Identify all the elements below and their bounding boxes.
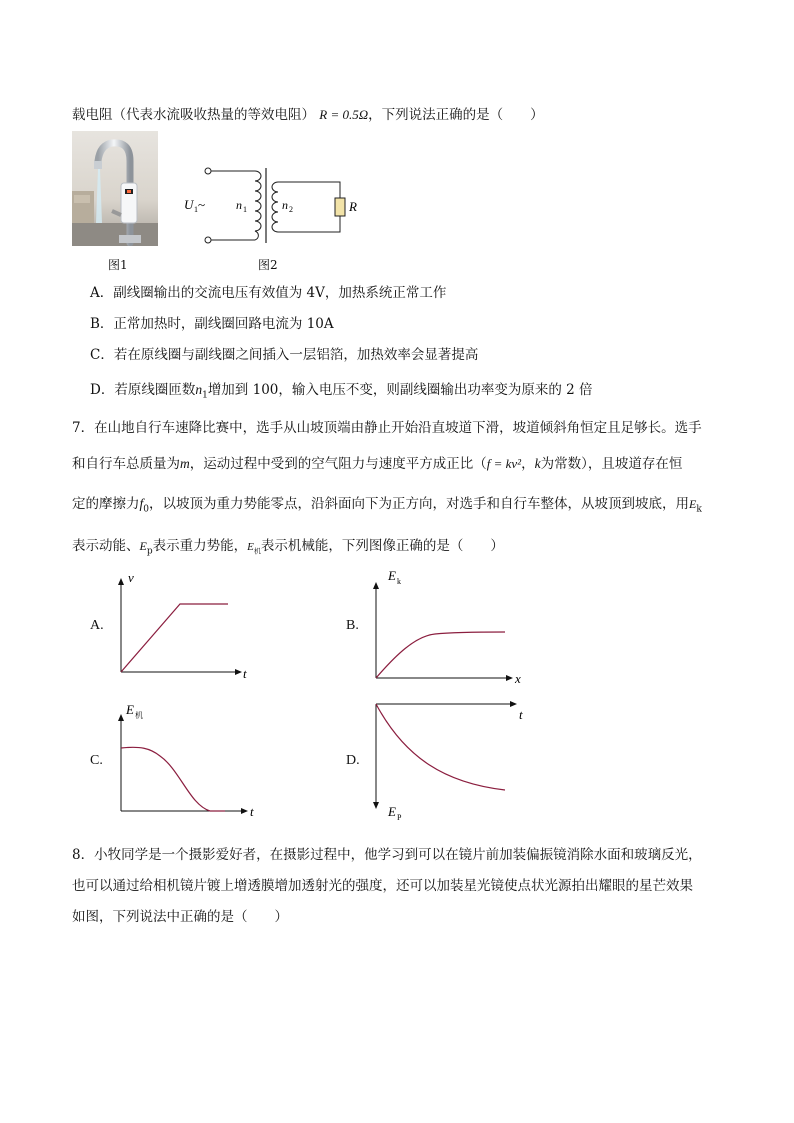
q6-option-d-text-a: D．若原线圈匝数 [90,382,196,398]
graph-d-xlabel: t [519,707,523,722]
q6-option-b: B．正常加热时，副线圈回路电流为 10A [90,316,334,332]
label-r: R [349,199,357,214]
q7-line2-b: ，运动过程中受到的空气阻力与速度平方成正比（ [189,456,487,472]
q7-line2-a: 和自行车总质量为 [72,456,180,472]
q7-line2-c: ， [521,456,535,472]
q7-line3-f-sub: 0 [143,504,149,515]
graph-d-ylabel-sub: P [397,813,402,822]
q7-line4-e-sub: p [146,546,153,557]
q7-line4-e: E [139,539,147,553]
q6-intro-formula: R = 0.5Ω [319,107,369,122]
label-n1: n [236,198,242,212]
q7-line-3 [72,492,702,515]
q8-line-2: 也可以通过给相机镜片镀上增透膜增加透射光的强度，还可以加装星光镜使点状光源拍出耀眼的星芒效果 [72,878,693,894]
q7-line-1: 7．在山地自行车速降比赛中，选手从山坡顶端由静止开始沿直坡道下滑，坡道倾斜角恒定且足够长。选手 [72,420,702,436]
q7-line3-e-sub: k [696,504,702,515]
graph-a-label: A. [90,618,104,633]
graph-c-curve [121,747,225,811]
q6-option-d-var: n [195,382,203,397]
graph-c-label: C. [90,753,103,768]
primary-coil [255,171,261,240]
secondary-coil [272,182,278,232]
q6-option-d-sub: 1 [202,390,208,401]
q7-line3-f: f [139,496,144,511]
q7-line-2 [72,452,682,472]
label-u1: U [184,197,194,212]
graph-b-label: B. [346,618,359,633]
q6-option-c: C．若在原线圈与副线圈之间插入一层铝箔，加热效率会显著提高 [90,347,479,363]
q7-line4-e2-sub: 机 [253,547,261,556]
input-terminal-top [205,168,211,174]
q7-line2-d: 为常数），且坡道存在恒 [540,456,683,472]
q6-option-a: A．副线圈输出的交流电压有效值为 4V，加热系统正常工作 [90,285,447,301]
graph-d-label: D. [346,753,360,768]
q6-option-d-text-b: 增加到 100，输入电压不变，则副线圈输出功率变为原来的 2 倍 [207,382,593,398]
q7-line2-m: m [180,456,190,471]
graph-d [365,698,535,826]
q6-intro-text-a: 载电阻（代表水流吸收热量的等效电阻） [72,107,315,123]
q7-line4-a: 表示动能、 [72,538,140,554]
graph-a-xlabel: t [243,666,247,681]
q7-line3-a: 定的摩擦力 [72,496,140,512]
input-terminal-bottom [205,237,211,243]
q6-intro-text-b: ，下列说法正确的是（ ） [368,107,544,123]
graph-b-ylabel-sub: k [397,577,401,586]
q7-line4-e2: E [247,541,254,553]
resistor-r [335,198,345,216]
label-tilde: ~ [198,197,206,212]
graph-c-ylabel: E [126,702,134,717]
fig1-caption: 图1 [108,258,128,272]
q7-line2-k: k [534,456,541,471]
graph-b [365,566,535,686]
q8-line-3: 如图，下列说法中正确的是（ ） [72,909,288,925]
graph-b-curve [376,632,505,678]
graph-b-ylabel: E [388,568,396,583]
graph-a-ylabel: v [128,570,134,585]
graph-d-curve [376,704,505,790]
q7-line3-b: ，以坡顶为重力势能零点，沿斜面向下为正方向，对选手和自行车整体，从坡顶到坡底，用 [149,496,689,512]
graph-c-xlabel: t [250,804,254,819]
q8-line-1: 8．小牧同学是一个摄影爱好者，在摄影过程中，他学习到可以在镜片前加装偏振镜消除水面和玻璃反光， [72,847,702,863]
q7-line-4 [72,534,504,557]
q7-line4-c: 表示机械能，下列图像正确的是（ ） [260,538,504,554]
q6-option-d [90,378,593,401]
q7-line2-formula: f = kv² [486,456,522,471]
transformer-circuit [180,160,370,252]
graph-c-ylabel-sub: 机 [135,711,143,720]
q7-line3-e: E [689,497,697,511]
fig2-caption: 图2 [258,258,278,272]
faucet-photo [72,131,158,246]
graph-a [110,566,260,686]
graph-d-ylabel: E [388,804,396,819]
label-n1-sub: 1 [243,205,247,214]
label-u1-sub: 1 [194,205,198,214]
label-n2-sub: 2 [289,205,293,214]
label-n2: n [282,198,288,212]
graph-b-xlabel: x [515,671,521,686]
graph-c [110,700,260,820]
q6-intro [72,103,544,123]
q7-line4-b: 表示重力势能， [152,538,248,554]
graph-a-curve [121,604,228,672]
